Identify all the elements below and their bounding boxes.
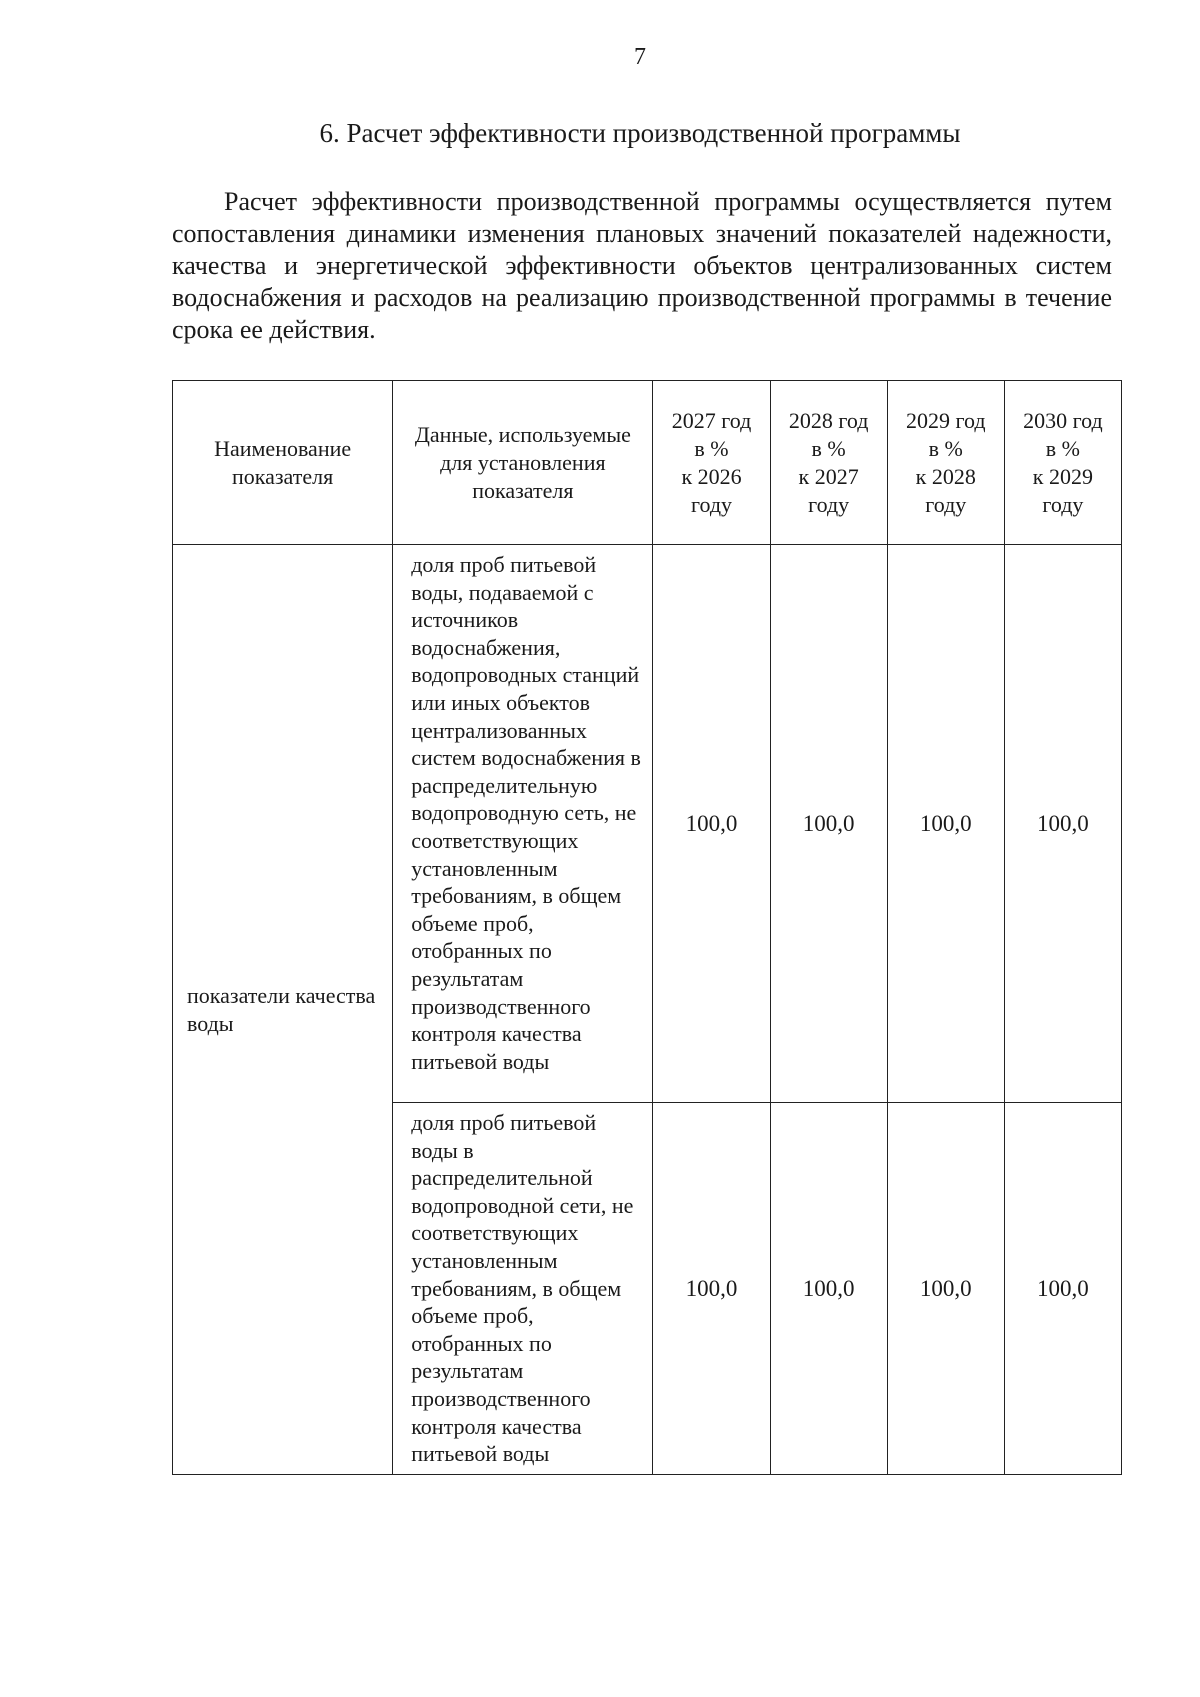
- header-year-line: к 2026: [681, 463, 742, 489]
- header-year-line: к 2028: [915, 463, 976, 489]
- header-year-2030: [1004, 381, 1121, 545]
- intro-paragraph: Расчет эффективности производственной программы осуществляется путем сопоставления динамики изменения плановых значений показателей надежности, качества и энергетической эффективности объектов централизованных систем водоснабжения и расходов на реализацию производственной программы в течение срока ее действия.: [172, 187, 1112, 344]
- header-year-line: к 2027: [798, 463, 859, 489]
- value-cell: 100,0: [653, 545, 770, 1103]
- header-data-used: Данные, используемые для установления показателя: [393, 381, 653, 545]
- header-year-line: году: [925, 491, 967, 517]
- header-year-2029: [887, 381, 1004, 545]
- indicators-table: [172, 380, 1122, 1475]
- header-year-line: в %: [1045, 435, 1081, 461]
- table-header-row: [173, 381, 1122, 545]
- value-cell: 100,0: [887, 1103, 1004, 1475]
- header-year-line: к 2029: [1032, 463, 1093, 489]
- table-row: [173, 545, 1122, 1103]
- header-year-line: 2028 год: [788, 407, 869, 433]
- header-year-line: в %: [694, 435, 729, 461]
- header-year-line: 2029 год: [905, 407, 986, 433]
- row-description: доля проб питьевой воды, подаваемой с источников водоснабжения, водопроводных станций или иных объектов централизованных систем водоснабжения в распределительную водопроводную сеть, не соответствующих установленным требованиям, в общем объеме проб, отобранных по результатам производственного контроля качества питьевой воды: [393, 545, 653, 1103]
- value-cell: 100,0: [887, 545, 1004, 1103]
- header-year-line: году: [691, 491, 733, 517]
- header-year-line: 2030 год: [1023, 407, 1103, 433]
- page-number: 7: [634, 44, 646, 70]
- header-year-line: в %: [811, 435, 846, 461]
- row-description: доля проб питьевой воды в распределительной водопроводной сети, не соответствующих установленным требованиям, в общем объеме проб, отобранных по результатам производственного контроля качества питьевой воды: [393, 1103, 653, 1475]
- header-year-2027: [653, 381, 770, 545]
- value-cell: 100,0: [1004, 1103, 1121, 1475]
- header-year-line: году: [1042, 491, 1084, 517]
- value-cell: 100,0: [770, 1103, 887, 1475]
- header-year-line: году: [808, 491, 850, 517]
- header-year-line: в %: [928, 435, 963, 461]
- header-year-2028: [770, 381, 887, 545]
- indicator-group-name: показатели качества воды: [173, 545, 393, 1475]
- header-indicator-name: Наименование показателя: [173, 381, 393, 545]
- value-cell: 100,0: [1004, 545, 1121, 1103]
- value-cell: 100,0: [653, 1103, 770, 1475]
- section-title: 6. Расчет эффективности производственной программы: [319, 118, 961, 148]
- header-year-line: 2027 год: [671, 407, 752, 433]
- value-cell: 100,0: [770, 545, 887, 1103]
